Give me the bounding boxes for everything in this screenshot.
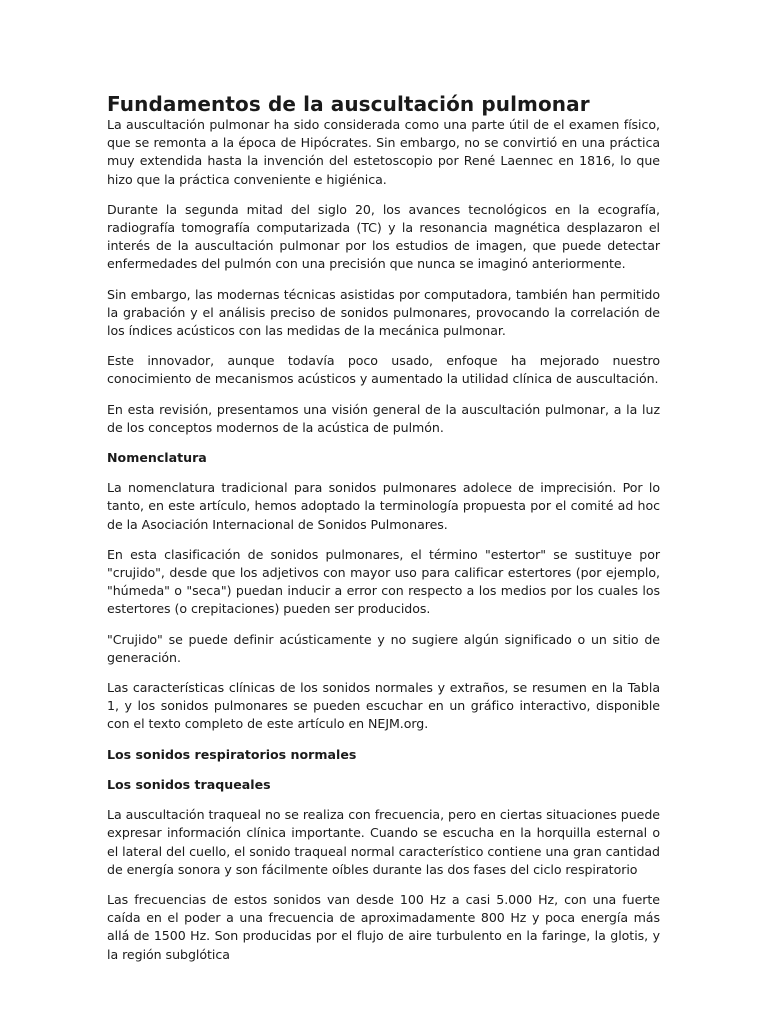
nomenclature-paragraph-3: "Crujido" se puede definir acústicamente y no sugiere algún significado o un sitio de generación.: [107, 631, 660, 665]
document-page: [107, 92, 660, 976]
normal-sounds-heading: Los sonidos respiratorios normales: [107, 746, 357, 762]
intro-paragraph-1: La auscultación pulmonar ha sido considerada como una parte útil de el examen físico, que se remonta a la época de Hipócrates. Sin embargo, no se convirtió en una práctica muy extendida hasta la invención del estetoscopio por René Laennec en 1816, lo que hizo que la práctica conveniente e higiénica.: [107, 117, 660, 187]
intro-paragraph-4: Este innovador, aunque todavía poco usado, enfoque ha mejorado nuestro conocimiento de mecanismos acústicos y aumentado la utilidad clínica de auscultación.: [107, 353, 660, 387]
tracheal-paragraph-2: Las frecuencias de estos sonidos van desde 100 Hz a casi 5.000 Hz, con una fuerte caída en el poder a una frecuencia de aproximadamente 800 Hz y poca energía más allá de 1500 Hz. Son producidas por el flujo de aire turbulento en la faringe, la glotis, y la región subglótica: [107, 891, 660, 962]
nomenclature-paragraph-4: Las características clínicas de los sonidos normales y extraños, se resumen en la Tabla 1, y los sonidos pulmonares se pueden escuchar en un gráfico interactivo, disponible con el texto completo de este artículo en NEJM.org.: [107, 680, 660, 732]
document-title: Fundamentos de la auscultación pulmonar: [107, 92, 590, 116]
nomenclature-paragraph-2: En esta clasificación de sonidos pulmonares, el término "estertor" se sustituye por "crujido", desde que los adjetivos con mayor uso para calificar estertores (por ejemplo, "húmeda" o "seca") puedan inducir a error con respecto a los medios por los cuales los estertores (o crepitaciones) pueden ser producidos.: [107, 546, 660, 617]
nomenclature-heading: Nomenclatura: [107, 450, 207, 466]
tracheal-sounds-heading: Los sonidos traqueales: [107, 776, 271, 792]
intro-paragraph-3: Sin embargo, las modernas técnicas asistidas por computadora, también han permitido la grabación y el análisis preciso de sonidos pulmonares, provocando la correlación de los índices acústicos con las medidas de la mecánica pulmonar.: [107, 286, 660, 339]
intro-paragraph-2: Durante la segunda mitad del siglo 20, los avances tecnológicos en la ecografía, radiografía tomografía computarizada (TC) y la resonancia magnética desplazaron el interés de la auscultación pulmonar por los estudios de imagen, que puede detectar enfermedades del pulmón con una precisión que nunca se imaginó anteriormente.: [107, 201, 660, 272]
intro-paragraph-5: En esta revisión, presentamos una visión general de la auscultación pulmonar, a la luz de los conceptos modernos de la acústica de pulmón.: [107, 401, 660, 435]
tracheal-paragraph-1: La auscultación traqueal no se realiza con frecuencia, pero en ciertas situaciones puede expresar información clínica importante. Cuando se escucha en la horquilla esternal o el lateral del cuello, el sonido traqueal normal característico contiene una gran cantidad de energía sonora y son fácilmente oíbles durante las dos fases del ciclo respiratorio: [107, 807, 660, 877]
nomenclature-paragraph-1: La nomenclatura tradicional para sonidos pulmonares adolece de imprecisión. Por lo tanto, en este artículo, hemos adoptado la terminología propuesta por el comité ad hoc de la Asociación Internacional de Sonidos Pulmonares.: [107, 480, 660, 532]
